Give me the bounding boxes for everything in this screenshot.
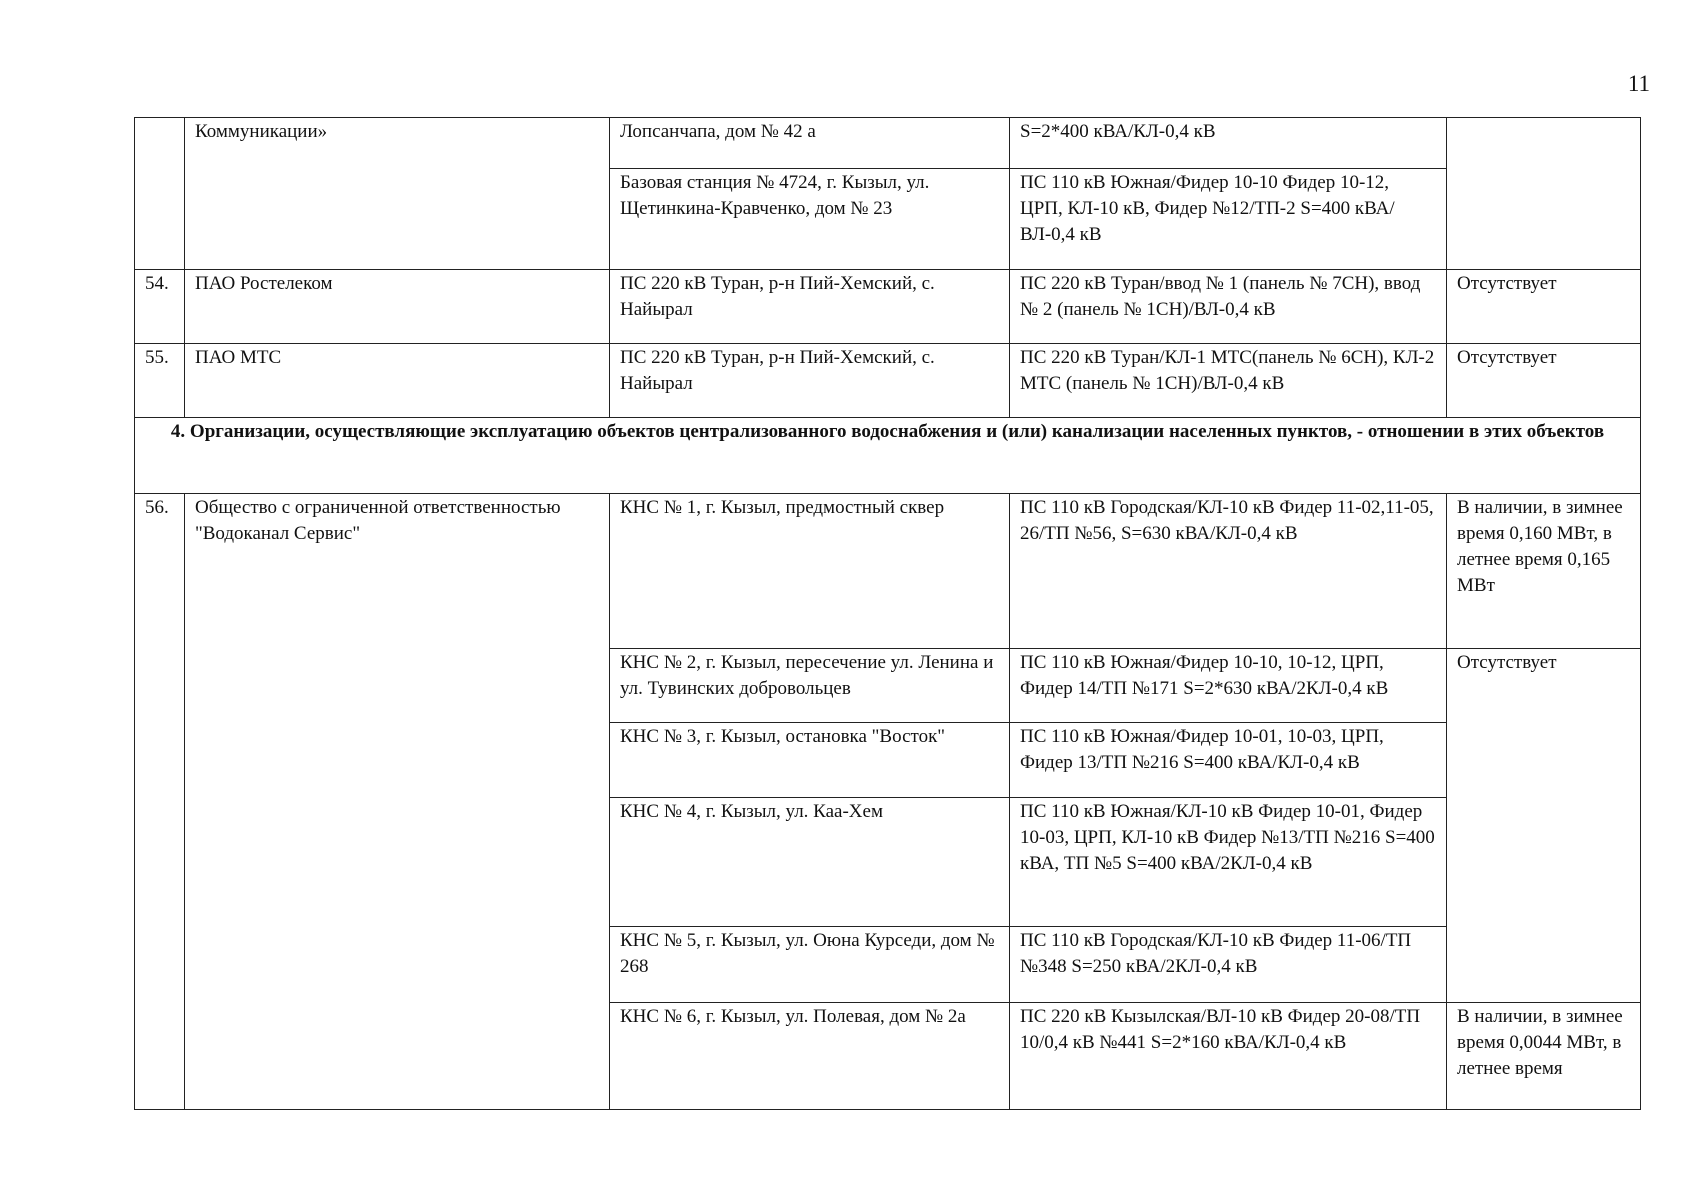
reserve-cell: Отсутствует: [1447, 270, 1641, 344]
org-name-cell: ПАО МТС: [185, 344, 610, 418]
section-heading: 4. Организации, осуществляющие эксплуатацию объектов централизованного водоснабжения и (или) канализации населенных пунктов, - отношении в этих объектов: [135, 418, 1641, 494]
org-name-cell: ПАО Ростелеком: [185, 270, 610, 344]
table-row: [135, 118, 1641, 169]
org-name-cell: Общество с ограниченной ответственностью "Водоканал Сервис": [185, 494, 610, 1110]
supply-cell: ПС 110 кВ Южная/Фидер 10-01, 10-03, ЦРП, Фидер 13/ТП №216 S=400 кВА/КЛ-0,4 кВ: [1010, 723, 1447, 798]
supply-cell: ПС 110 кВ Южная/КЛ-10 кВ Фидер 10-01, Фидер 10-03, ЦРП, КЛ-10 кВ Фидер №13/ТП №216 S=400 кВА, ТП №5 S=400 кВА/2КЛ-0,4 кВ: [1010, 798, 1447, 927]
row-number-cell: 56.: [135, 494, 185, 1110]
organizations-table: [134, 117, 1641, 1110]
supply-cell: ПС 110 кВ Южная/Фидер 10-10, 10-12, ЦРП, Фидер 14/ТП №171 S=2*630 кВА/2КЛ-0,4 кВ: [1010, 649, 1447, 723]
object-cell: Базовая станция № 4724, г. Кызыл, ул. Щетинкина-Кравченко, дом № 23: [610, 169, 1010, 270]
table-row: [135, 344, 1641, 418]
page-number: 11: [1627, 71, 1650, 96]
object-cell: ПС 220 кВ Туран, р-н Пий-Хемский, с. Найырал: [610, 270, 1010, 344]
supply-cell: ПС 220 кВ Кызылская/ВЛ-10 кВ Фидер 20-08/ТП 10/0,4 кВ №441 S=2*160 кВА/КЛ-0,4 кВ: [1010, 1003, 1447, 1110]
object-cell: КНС № 2, г. Кызыл, пересечение ул. Ленина и ул. Тувинских добровольцев: [610, 649, 1010, 723]
reserve-cell: Отсутствует: [1447, 344, 1641, 418]
object-cell: КНС № 3, г. Кызыл, остановка "Восток": [610, 723, 1010, 798]
table-row: [135, 270, 1641, 344]
supply-cell: S=2*400 кВА/КЛ-0,4 кВ: [1010, 118, 1447, 169]
row-number-cell: [135, 118, 185, 270]
reserve-cell: В наличии, в зимнее время 0,0044 МВт, в летнее время: [1447, 1003, 1641, 1110]
section-heading-row: [135, 418, 1641, 494]
object-cell: КНС № 5, г. Кызыл, ул. Оюна Курседи, дом № 268: [610, 927, 1010, 1003]
reserve-cell: В наличии, в зимнее время 0,160 МВт, в летнее время 0,165 МВт: [1447, 494, 1641, 649]
reserve-cell: Отсутствует: [1447, 649, 1641, 1003]
object-cell: КНС № 4, г. Кызыл, ул. Каа-Хем: [610, 798, 1010, 927]
supply-cell: ПС 110 кВ Городская/КЛ-10 кВ Фидер 11-06/ТП №348 S=250 кВА/2КЛ-0,4 кВ: [1010, 927, 1447, 1003]
reserve-cell: [1447, 118, 1641, 270]
object-cell: КНС № 6, г. Кызыл, ул. Полевая, дом № 2а: [610, 1003, 1010, 1110]
supply-cell: ПС 110 кВ Городская/КЛ-10 кВ Фидер 11-02,11-05, 26/ТП №56, S=630 кВА/КЛ-0,4 кВ: [1010, 494, 1447, 649]
row-number-cell: 54.: [135, 270, 185, 344]
org-name-cell: Коммуникации»: [185, 118, 610, 270]
object-cell: КНС № 1, г. Кызыл, предмостный сквер: [610, 494, 1010, 649]
object-cell: ПС 220 кВ Туран, р-н Пий-Хемский, с. Найырал: [610, 344, 1010, 418]
row-number-cell: 55.: [135, 344, 185, 418]
supply-cell: ПС 220 кВ Туран/КЛ-1 МТС(панель № 6СН), КЛ-2 МТС (панель № 1СН)/ВЛ-0,4 кВ: [1010, 344, 1447, 418]
table-row: [135, 494, 1641, 649]
supply-cell: ПС 220 кВ Туран/ввод № 1 (панель № 7СН), ввод № 2 (панель № 1СН)/ВЛ-0,4 кВ: [1010, 270, 1447, 344]
supply-cell: ПС 110 кВ Южная/Фидер 10-10 Фидер 10-12, ЦРП, КЛ-10 кВ, Фидер №12/ТП-2 S=400 кВА/ВЛ-0,4 кВ: [1010, 169, 1447, 270]
object-cell: Лопсанчапа, дом № 42 а: [610, 118, 1010, 169]
